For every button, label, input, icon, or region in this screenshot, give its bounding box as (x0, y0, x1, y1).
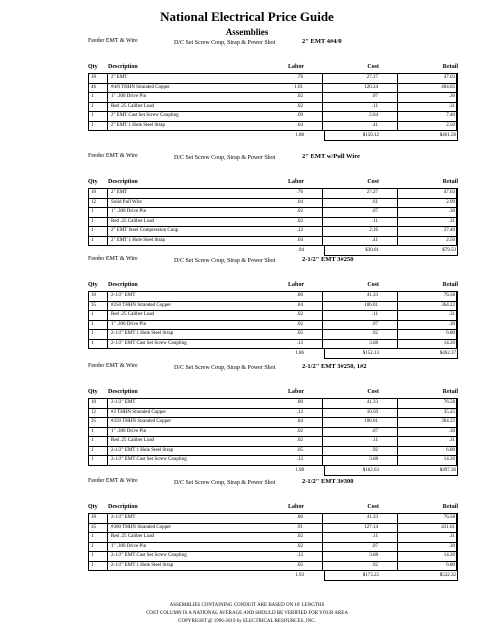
total-labor: 1.86 (295, 351, 304, 356)
row-qty: 1 (91, 209, 94, 214)
row-qty: 1 (91, 321, 94, 327)
row-description: Solid Pull Wire (111, 199, 142, 205)
row-retail: 14.20 (443, 553, 455, 558)
col-retail: Retail (442, 282, 458, 288)
row-labor: .12 (296, 228, 303, 233)
total-cost: $152.13 (362, 351, 379, 356)
table-row (89, 311, 457, 321)
row-cost: 127.14 (364, 524, 378, 530)
table-row (89, 456, 457, 466)
section-header (88, 256, 458, 282)
section-description: D/C Set Screw Coup, Strap & Power Shot (174, 258, 276, 264)
row-labor: .13 (296, 457, 303, 462)
table-row (89, 208, 457, 218)
col-cost: Cost (367, 179, 379, 185)
row-description: 2" EMT (111, 190, 128, 195)
row-cost: .11 (371, 438, 378, 443)
row-cost: 10.50 (366, 409, 378, 415)
row-description: 2-1/2" EMT (111, 515, 136, 520)
row-description: 2-1/2" EMT 1 Hole Steel Strap (111, 562, 174, 568)
section-category: Feeder EMT & Wire (88, 478, 138, 484)
row-description: #2 THHN Stranded Copper (111, 409, 167, 415)
row-cost: 3.68 (369, 553, 378, 558)
row-retail: 47.63 (443, 75, 455, 80)
assembly-section (88, 363, 458, 475)
row-labor: .04 (296, 122, 303, 128)
row-qty: 10 (91, 75, 96, 80)
total-retail: $532.32 (439, 573, 456, 578)
row-retail: .31 (448, 218, 455, 224)
row-retail: 35.25 (443, 409, 455, 415)
section-name: 2" EMT 4#4/0 (302, 38, 342, 45)
section-total (88, 349, 458, 358)
row-qty: 1 (91, 94, 94, 99)
table-row (89, 218, 457, 228)
row-labor: .05 (296, 562, 303, 568)
col-cost: Cost (367, 64, 379, 70)
table-row (89, 122, 457, 132)
items-table (88, 514, 458, 571)
row-cost: .11 (371, 103, 378, 109)
table-row (89, 409, 457, 419)
table-row (89, 524, 457, 534)
row-labor: .76 (296, 75, 303, 80)
row-qty: 1 (91, 103, 94, 109)
row-retail: .30 (448, 94, 455, 99)
row-cost: 27.27 (366, 75, 378, 80)
row-retail: 76.58 (443, 293, 455, 298)
section-name: 2-1/2" EMT 3#250 (302, 256, 354, 263)
row-retail: .30 (448, 321, 455, 327)
row-cost: 2.04 (369, 113, 378, 118)
row-retail: 76.58 (443, 400, 455, 405)
table-row (89, 103, 457, 113)
row-cost: 2.16 (369, 228, 378, 233)
table-row (89, 302, 457, 312)
row-qty: 12 (91, 409, 96, 415)
row-labor: .02 (296, 94, 303, 99)
table-row (89, 74, 457, 84)
row-labor: .09 (296, 113, 303, 118)
col-labor: Labor (287, 282, 304, 288)
total-labor: 1.88 (295, 133, 304, 138)
table-row (89, 428, 457, 438)
row-retail: .31 (448, 312, 455, 317)
row-retail: .30 (448, 543, 455, 549)
row-qty: 35 (91, 419, 96, 424)
row-description: Red .25 Caliber Load (111, 534, 155, 539)
row-labor: .13 (296, 553, 303, 558)
row-cost: .41 (371, 122, 378, 128)
col-cost: Cost (367, 282, 379, 288)
total-retail: $79.53 (442, 248, 456, 253)
row-qty: 35 (91, 524, 96, 530)
table-row (89, 562, 457, 572)
section-description: D/C Set Screw Coup, Strap & Power Shot (174, 40, 276, 46)
row-qty: 1 (91, 331, 94, 336)
row-cost: .92 (371, 331, 378, 336)
table-row (89, 112, 457, 122)
section-total (88, 466, 458, 475)
total-retail: $497.36 (439, 467, 456, 473)
col-retail: Retail (442, 504, 458, 510)
page-title: National Electrical Price Guide (160, 9, 334, 24)
row-description: 1" .300 Drive Pin (111, 94, 147, 99)
section-name: 2" EMT w/Pull Wire (302, 153, 360, 160)
row-description: 2" EMT (111, 75, 128, 80)
row-labor: .02 (296, 543, 303, 549)
column-headers (88, 389, 458, 399)
assembly-section (88, 153, 458, 255)
page-subtitle: Assemblies (225, 27, 269, 37)
row-retail: 2.50 (446, 237, 455, 243)
row-description: 1" .300 Drive Pin (111, 543, 147, 549)
total-labor: 1.98 (295, 467, 304, 473)
table-row (89, 237, 457, 247)
table-row (89, 292, 457, 302)
row-cost: 3.68 (369, 457, 378, 462)
row-description: 2-1/2" EMT 1 Hole Steel Strap (111, 331, 174, 336)
col-qty: Qty (88, 389, 98, 395)
col-qty: Qty (88, 179, 98, 185)
row-qty: 1 (91, 553, 94, 558)
column-headers (88, 179, 458, 189)
row-retail: 364.22 (441, 302, 455, 308)
col-qty: Qty (88, 282, 98, 288)
row-cost: .11 (371, 218, 378, 224)
row-qty: 46 (91, 84, 96, 90)
table-row (89, 84, 457, 94)
row-retail: 47.63 (443, 190, 455, 195)
row-retail: 6.80 (446, 447, 455, 453)
row-labor: .84 (296, 302, 303, 308)
table-row (89, 447, 457, 457)
row-labor: .80 (296, 293, 303, 298)
total-labor: 1.93 (295, 573, 304, 578)
row-cost: 41.33 (366, 515, 378, 520)
row-labor: .02 (296, 534, 303, 539)
section-category: Feeder EMT & Wire (88, 256, 138, 262)
items-table (88, 399, 458, 466)
row-description: 2-1/2" EMT Cast Set Screw Coupling (111, 340, 187, 346)
row-labor: .13 (296, 340, 303, 346)
section-total (88, 246, 458, 255)
row-description: 2-1/2" EMT Cast Set Screw Coupling (111, 457, 187, 462)
row-description: Red .25 Caliber Load (111, 103, 155, 109)
total-cost: $173.25 (362, 573, 379, 578)
section-name: 2-1/2" EMT 3#300 (302, 478, 354, 485)
row-cost: .41 (371, 237, 378, 243)
row-qty: 1 (91, 237, 94, 243)
row-labor: .02 (296, 438, 303, 443)
row-retail: 7.40 (446, 113, 455, 118)
col-description: Description (108, 282, 138, 288)
total-cost: $30.61 (365, 248, 379, 253)
row-description: Red .25 Caliber Load (111, 218, 155, 224)
row-retail: .31 (448, 534, 455, 539)
row-qty: 10 (91, 293, 96, 298)
section-header (88, 38, 458, 64)
row-description: 2" EMT Steel Compression Coup (111, 228, 179, 233)
col-cost: Cost (367, 389, 379, 395)
table-row (89, 543, 457, 553)
row-labor: .02 (296, 312, 303, 317)
column-headers (88, 282, 458, 292)
row-qty: 1 (91, 534, 94, 539)
row-qty: 1 (91, 228, 94, 233)
row-cost: 106.01 (364, 419, 378, 424)
row-labor: .02 (296, 218, 303, 224)
col-labor: Labor (287, 179, 304, 185)
row-qty: 1 (91, 113, 94, 118)
section-total (88, 131, 458, 140)
row-qty: 1 (91, 428, 94, 434)
row-description: 2-1/2" EMT (111, 293, 136, 298)
items-table (88, 74, 458, 131)
table-row (89, 514, 457, 524)
items-table (88, 292, 458, 349)
row-cost: .92 (371, 447, 378, 453)
row-retail: 431.61 (441, 524, 455, 530)
section-header (88, 478, 458, 504)
section-description: D/C Set Screw Coup, Strap & Power Shot (174, 155, 276, 161)
row-qty: 35 (91, 302, 96, 308)
table-row (89, 533, 457, 543)
row-qty: 10 (91, 515, 96, 520)
section-header (88, 363, 458, 389)
row-cost: 27.27 (366, 190, 378, 195)
section-category: Feeder EMT & Wire (88, 38, 138, 44)
row-retail: 14.20 (443, 340, 455, 346)
col-retail: Retail (442, 64, 458, 70)
row-cost: 106.01 (364, 302, 378, 308)
assembly-section (88, 478, 458, 580)
row-cost: 41.33 (366, 400, 378, 405)
row-retail: 2.50 (446, 122, 455, 128)
total-cost: $162.63 (362, 467, 379, 473)
row-cost: .07 (371, 321, 378, 327)
row-description: 2" EMT 1 Hole Steel Strap (111, 122, 166, 128)
row-cost: 3.68 (369, 340, 378, 346)
section-header (88, 153, 458, 179)
row-retail: .30 (448, 428, 455, 434)
total-cost: $150.12 (362, 133, 379, 138)
col-cost: Cost (367, 504, 379, 510)
table-row (89, 418, 457, 428)
row-retail: 27.40 (443, 228, 455, 233)
col-description: Description (108, 64, 138, 70)
row-description: 2-1/2" EMT 1 Hole Steel Strap (111, 447, 174, 453)
col-labor: Labor (287, 64, 304, 70)
assembly-section (88, 256, 458, 358)
row-description: #300 THHN Stranded Copper (111, 524, 172, 530)
row-labor: 1.01 (294, 84, 303, 90)
row-retail: 2.09 (446, 199, 455, 205)
column-headers (88, 64, 458, 74)
col-labor: Labor (287, 504, 304, 510)
assembly-section (88, 38, 458, 140)
row-labor: .80 (296, 515, 303, 520)
row-labor: .76 (296, 190, 303, 195)
row-retail: 364.22 (441, 419, 455, 424)
section-category: Feeder EMT & Wire (88, 363, 138, 369)
row-cost: 41.33 (366, 293, 378, 298)
row-labor: .02 (296, 428, 303, 434)
row-qty: 1 (91, 543, 94, 549)
row-qty: 1 (91, 218, 94, 224)
column-headers (88, 504, 458, 514)
row-cost: .07 (371, 428, 378, 434)
row-description: 1" .300 Drive Pin (111, 321, 147, 327)
row-description: 1" .300 Drive Pin (111, 428, 147, 434)
table-row (89, 93, 457, 103)
row-description: 2-1/2" EMT Cast Set Screw Coupling (111, 553, 187, 558)
row-qty: 1 (91, 340, 94, 346)
col-description: Description (108, 179, 138, 185)
col-retail: Retail (442, 179, 458, 185)
row-retail: 14.20 (443, 457, 455, 462)
table-row (89, 399, 457, 409)
col-qty: Qty (88, 504, 98, 510)
row-labor: .05 (296, 447, 303, 453)
table-row (89, 330, 457, 340)
table-row (89, 199, 457, 209)
row-description: 1" .300 Drive Pin (111, 209, 147, 214)
col-retail: Retail (442, 389, 458, 395)
row-retail: 76.58 (443, 515, 455, 520)
section-name: 2-1/2" EMT 3#250, 1#2 (302, 363, 367, 370)
row-labor: .02 (296, 209, 303, 214)
col-qty: Qty (88, 64, 98, 70)
row-cost: .61 (371, 199, 378, 205)
row-retail: 6.80 (446, 331, 455, 336)
row-labor: .04 (296, 237, 303, 243)
row-cost: .92 (371, 562, 378, 568)
row-retail: .30 (448, 209, 455, 214)
section-description: D/C Set Screw Coup, Strap & Power Shot (174, 480, 276, 486)
row-retail: .31 (448, 103, 455, 109)
row-labor: .12 (296, 409, 303, 415)
table-row (89, 437, 457, 447)
row-labor: .05 (296, 331, 303, 336)
row-description: #4/0 THHN Stranded Copper (111, 84, 170, 90)
row-description: 2" EMT Cast Set Screw Coupling (111, 113, 179, 118)
total-labor: .94 (297, 248, 304, 253)
row-description: #250 THHN Stranded Copper (111, 419, 172, 424)
table-row (89, 321, 457, 331)
row-labor: .80 (296, 400, 303, 405)
table-row (89, 227, 457, 237)
row-description: #250 THHN Stranded Copper (111, 302, 172, 308)
section-total (88, 571, 458, 580)
total-retail: $461.56 (439, 133, 456, 138)
row-qty: 1 (91, 562, 94, 568)
row-cost: .11 (371, 312, 378, 317)
row-cost: 120.24 (364, 84, 378, 90)
row-retail: 6.80 (446, 562, 455, 568)
row-description: Red .25 Caliber Load (111, 312, 155, 317)
row-labor: .91 (296, 524, 303, 530)
row-qty: 10 (91, 190, 96, 195)
row-description: 2" EMT 1 Hole Steel Strap (111, 237, 166, 243)
col-labor: Labor (287, 389, 304, 395)
row-qty: 12 (91, 199, 96, 205)
row-description: 2-1/2" EMT (111, 400, 136, 405)
section-category: Feeder EMT & Wire (88, 153, 138, 159)
row-cost: .07 (371, 543, 378, 549)
table-row (89, 340, 457, 350)
row-cost: .11 (371, 534, 378, 539)
row-cost: .07 (371, 94, 378, 99)
row-qty: 1 (91, 312, 94, 317)
row-cost: .07 (371, 209, 378, 214)
row-labor: .02 (296, 321, 303, 327)
section-description: D/C Set Screw Coup, Strap & Power Shot (174, 365, 276, 371)
footer-line: ASSEMBLIES CONTAINING CONDUIT ARE BASED ON 10' LENGTHS (169, 603, 325, 608)
row-qty: 1 (91, 438, 94, 443)
table-row (89, 552, 457, 562)
items-table (88, 189, 458, 246)
row-labor: .84 (296, 419, 303, 424)
footer-notes (0, 602, 494, 626)
row-labor: .02 (296, 103, 303, 109)
row-qty: 1 (91, 457, 94, 462)
row-qty: 1 (91, 447, 94, 453)
col-description: Description (108, 504, 138, 510)
row-qty: 1 (91, 122, 94, 128)
row-retail: .31 (448, 438, 455, 443)
row-qty: 10 (91, 400, 96, 405)
table-row (89, 189, 457, 199)
footer-line: COST COLUMN IS A NATIONAL AVERAGE AND SHOULD BE VERIFIED FOR YOUR AREA (146, 611, 348, 616)
row-labor: .04 (296, 199, 303, 205)
footer-line: COPYRIGHT @ 1996-2019 by ELECTRICAL RESOURCES, INC. (178, 619, 316, 624)
row-retail: 404.65 (441, 84, 455, 90)
row-description: Red .25 Caliber Load (111, 438, 155, 443)
total-retail: $462.37 (439, 351, 456, 356)
col-description: Description (108, 389, 138, 395)
